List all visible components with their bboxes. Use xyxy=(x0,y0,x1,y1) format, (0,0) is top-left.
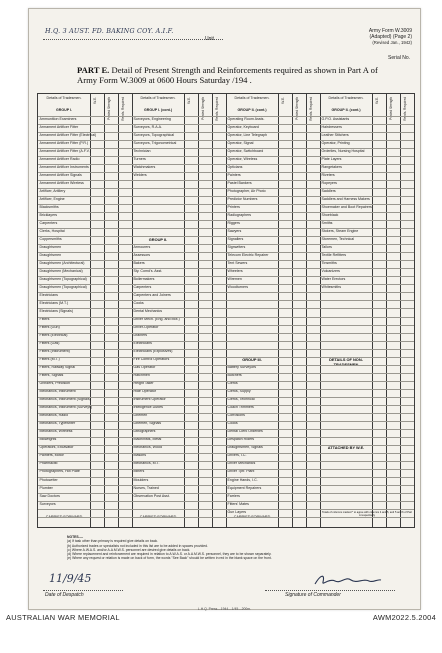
trade-label: Fitters, Railway Signal xyxy=(39,365,76,370)
trade-label: Dental Mechanics xyxy=(133,309,163,314)
row-rule xyxy=(38,252,414,253)
trade-label: Tinsmiths xyxy=(321,260,337,265)
header-details: Details of Tradesmen. xyxy=(328,96,364,100)
trade-label: Gun Layers xyxy=(227,509,247,514)
trade-label: Whitesmiths xyxy=(321,285,342,290)
trade-label: Mechanics, Typewriter xyxy=(39,421,76,426)
row-rule xyxy=(38,469,414,470)
trade-label: Storemen, Technical xyxy=(321,236,354,241)
header-posted: Posted Strength xyxy=(295,97,299,120)
trade-label: Operating Room Assts. xyxy=(227,116,265,121)
carried-forward: CARRIED FORWARD xyxy=(233,515,271,519)
note-line: (c) Where A.W.A.S. and/or A.A.M.W.S. personnel are desired give details on back. xyxy=(67,547,191,552)
trade-label: Saw Doctors xyxy=(39,493,60,498)
trade-label: Ammunition Examiners xyxy=(39,116,77,121)
despatch-line xyxy=(43,590,123,591)
trade-label: Photographers, Hot Plate xyxy=(39,469,80,474)
row-rule xyxy=(38,333,414,334)
trade-label: Wiremen xyxy=(227,277,242,281)
row-rule xyxy=(38,381,414,382)
trade-label: Orderlies, Nursing Hospital xyxy=(321,148,365,153)
col-divider xyxy=(118,94,133,527)
trade-label: Water Erectors xyxy=(321,277,346,281)
trade-label: Intelligence Duties xyxy=(133,405,163,410)
trade-label: Coach Trimmers xyxy=(227,405,254,410)
row-rule xyxy=(38,397,414,398)
trade-label: Fitters (Gun) xyxy=(39,325,60,330)
trade-label: Moulders xyxy=(133,477,149,482)
trade-label: Vulcanizers xyxy=(321,268,340,273)
header-details: Details of Tradesmen. xyxy=(140,96,176,100)
commander-signature xyxy=(311,572,385,588)
trade-label: Cooks xyxy=(133,301,144,306)
row-rule xyxy=(38,445,414,446)
trade-label: Gas Operator xyxy=(133,365,156,370)
signature-line xyxy=(265,590,395,591)
trade-label: Farriers xyxy=(227,493,240,498)
trade-label: Fitters (Instrument) xyxy=(39,349,70,354)
row-rule xyxy=(38,477,414,478)
col-divider xyxy=(306,94,321,527)
trade-label: Welders xyxy=(133,172,147,177)
trade-label: Armament Artificer Instruments xyxy=(39,164,89,169)
trade-label: Draughtsmen (Architectural) xyxy=(39,260,85,265)
header-reinf: Reinfs. Required xyxy=(121,97,125,121)
title-year: /194 . xyxy=(232,75,252,86)
row-rule xyxy=(38,517,414,518)
trade-label: Clerks xyxy=(227,381,238,386)
trade-label: Bakers xyxy=(133,260,145,265)
trade-label: Operator, Wireless xyxy=(227,156,258,161)
trade-label: Photowriter xyxy=(39,477,58,482)
trade-label: Riveters xyxy=(321,172,335,177)
carried-forward: CARRIED FORWARD xyxy=(139,515,177,519)
form-ref-line1: Army Form W.3009 xyxy=(368,28,412,34)
row-rule xyxy=(38,357,414,358)
trade-label: Fire Control Operators xyxy=(133,357,170,362)
trade-label: Nurses, Trained xyxy=(133,485,159,490)
row-rule xyxy=(38,156,414,157)
row-rule xyxy=(38,325,414,326)
row-rule xyxy=(38,413,414,414)
trade-label: Surveyors, Topographical xyxy=(133,132,174,137)
trade-label: Fitters xyxy=(39,317,50,322)
trade-label: Machinists, Metal xyxy=(133,437,162,442)
trade-label: Leather Stitchers xyxy=(321,132,349,137)
trade-label: Riggers xyxy=(227,220,240,225)
col-divider xyxy=(278,94,293,527)
trade-label: Fitters (Electrical) xyxy=(39,333,68,338)
trade-label: Drivers, I.C. xyxy=(227,453,247,458)
col-divider xyxy=(372,94,387,527)
trade-label: Grinders, Precision xyxy=(39,381,71,386)
trade-label: Driver-Operator xyxy=(133,325,159,330)
header-we: W.E. xyxy=(187,97,191,104)
note-line: (a) If task other than primary is required give details on back. xyxy=(67,539,159,544)
trade-label: Wheelers xyxy=(227,268,243,273)
trade-label: Fitters (Gas) xyxy=(39,341,60,346)
trade-label: Electricians (M.T.) xyxy=(39,301,69,306)
row-rule xyxy=(38,437,414,438)
row-rule xyxy=(38,501,414,502)
row-rule xyxy=(38,132,414,133)
header-group: GROUP II. (cont.) xyxy=(331,108,361,112)
trade-label: Mechanics, M.T. xyxy=(133,461,160,466)
trade-label: Electricians (Signals) xyxy=(39,309,74,314)
trade-label: Driver Mech. (Eng. and Mot.) xyxy=(133,317,180,322)
trade-label: Telecom Electric Repairer xyxy=(227,252,269,257)
header-group: GROUP I. (cont.) xyxy=(143,108,173,112)
trade-label: Equipment Repairers xyxy=(227,485,262,490)
trade-label: Artificer, Artillery xyxy=(39,188,66,193)
serial-label: Serial No. xyxy=(388,55,410,61)
row-rule xyxy=(38,196,414,197)
trade-label: Surveyors xyxy=(39,501,56,506)
trade-label: Stokers, Steam Engine xyxy=(321,228,359,233)
trade-label: Operator, Switchboard xyxy=(227,148,264,153)
form-sheet xyxy=(28,8,421,610)
trade-label: Ropeyers xyxy=(321,180,337,185)
trade-label: Signwriters xyxy=(227,244,246,249)
group-heading: GROUP III. xyxy=(242,357,262,363)
trade-label: Surveyors, R.A.A. xyxy=(133,124,163,129)
page-title xyxy=(77,65,397,86)
carried-forward: CARRIED FORWARD xyxy=(45,515,83,519)
trade-label: Printers xyxy=(227,204,240,209)
row-rule xyxy=(38,453,414,454)
header-posted: Posted Strength xyxy=(389,97,393,120)
notes-heading: NOTES.— xyxy=(67,535,84,539)
col-divider xyxy=(90,94,105,527)
row-rule xyxy=(38,268,414,269)
row-rule xyxy=(38,341,414,342)
carried-forward: Totals of columns marked * to agree with columns 4 and 5, and 5 and 6 of Part A respectively xyxy=(322,511,412,517)
trade-label: Hairdressers xyxy=(321,124,342,129)
trade-label: Electricians xyxy=(133,341,152,346)
trade-label: Mechanics, Instrument (Signals) xyxy=(39,397,91,402)
row-rule xyxy=(38,220,414,221)
trade-label: Surveyors, Engineering xyxy=(133,116,171,121)
trade-label: Battery Surveyors xyxy=(227,365,257,370)
note-line: (d) Where replacement and reinforcement are required in relation to A.W.A.S. or A.A.M.W.S. personnel, they are to be shown separately. xyxy=(67,552,272,557)
trade-label: Mechanics, Wireless xyxy=(39,429,73,434)
trade-label: Opticians xyxy=(227,164,243,169)
row-rule xyxy=(38,188,414,189)
header-posted: Posted Strength xyxy=(107,97,111,120)
trade-label: Mechanics, Instrument (Surveys) xyxy=(39,405,93,410)
trade-label: Draughtsmen xyxy=(39,252,62,257)
header-group: GROUP II. (cont.) xyxy=(237,108,267,112)
trade-label: Butchers xyxy=(227,373,242,378)
header-posted: Posted Strength xyxy=(201,97,205,120)
trade-label: Operator, Line Telegraph xyxy=(227,132,267,137)
row-rule xyxy=(38,509,414,510)
trade-label: Bricklayers xyxy=(39,212,58,217)
trade-label: Operator, Signal xyxy=(227,140,254,145)
row-rule xyxy=(38,140,414,141)
trade-label: Watchmakers xyxy=(133,164,156,169)
trade-label: Pharmacist xyxy=(39,461,58,466)
note-line: (b) Authorized trades or specialists not included in this list are to be added in spaces provided. xyxy=(67,543,208,548)
header-group: GROUP I. xyxy=(55,108,73,112)
row-rule xyxy=(38,244,414,245)
trade-label: Boilermakers xyxy=(133,277,155,281)
title-part: PART E. xyxy=(77,65,110,75)
trade-label: Height Taker xyxy=(133,381,154,386)
trade-label: Lithographers xyxy=(133,429,156,434)
trade-label: Artificer, Engine xyxy=(39,196,65,201)
trade-label: Mechanics, Wood xyxy=(133,445,162,450)
col-divider xyxy=(292,94,307,527)
trade-label: Shoeblack xyxy=(321,212,339,217)
trade-label: Drainers xyxy=(133,333,148,338)
trade-label: Mechanics, Radio xyxy=(39,413,69,418)
trade-label: Dental Clerk Orderlies xyxy=(227,429,263,434)
row-rule xyxy=(38,405,414,406)
row-rule xyxy=(38,300,414,301)
row-rule xyxy=(38,148,414,149)
col-divider xyxy=(184,94,199,527)
row-rule xyxy=(38,164,414,165)
col-divider xyxy=(400,94,415,527)
trade-label: Carpenters xyxy=(133,285,152,290)
signature-label: Signature of Commander xyxy=(285,592,341,598)
trade-label: Plumber xyxy=(39,485,53,490)
trade-label: Painters, Motor xyxy=(39,453,64,458)
row-rule xyxy=(38,236,414,237)
col-divider xyxy=(386,94,401,527)
print-line: L.H.Q. Press—1944—1/45—200m. xyxy=(197,607,252,611)
trade-label: Corrosions xyxy=(227,413,245,418)
form-ref-line3: (Revised Jan., 1942) xyxy=(372,40,412,46)
row-rule xyxy=(38,461,414,462)
trade-label: Tailors xyxy=(321,244,332,249)
trade-label: Armament Artificer Signals xyxy=(39,172,82,177)
trade-label: Draughtsmen (Topographical) xyxy=(39,285,87,290)
header-we: W.E. xyxy=(281,97,285,104)
trade-label: Rangetakers xyxy=(321,164,342,169)
caption-left: AUSTRALIAN WAR MEMORIAL xyxy=(6,613,120,622)
row-rule xyxy=(38,493,414,494)
trade-label: Draughtsmen (Topographical) xyxy=(39,277,87,281)
trade-label: Linemen, Signals xyxy=(133,421,162,426)
trade-label: Draughtsmen (Mechanical) xyxy=(39,268,83,273)
trade-label: Fitters' Mates xyxy=(227,501,249,506)
trade-label: Electricians xyxy=(39,293,58,298)
col-divider xyxy=(104,94,119,527)
notes xyxy=(67,535,403,561)
row-rule xyxy=(38,485,414,486)
row-rule xyxy=(38,349,414,350)
trade-label: Sty. Comd's. Asst. xyxy=(133,268,163,273)
trade-label: Driver Mechanics xyxy=(227,461,256,466)
unit-handwritten: H.Q. 3 AUST. FD. BAKING COY. A.I.F. xyxy=(45,27,174,35)
trade-label: Assessors xyxy=(133,252,151,257)
row-rule xyxy=(38,212,414,213)
row-rule xyxy=(38,172,414,173)
row-rule xyxy=(38,317,414,318)
trade-label: Predictor Numbers xyxy=(227,196,258,201)
note-line: (e) Where any request or relation is made on back of form, the words "See Back" should be written in red in the blank space on the front. xyxy=(67,556,272,561)
trade-label: Painters xyxy=(227,172,241,177)
row-rule xyxy=(38,260,414,261)
despatch-label: Date of Despatch xyxy=(45,592,84,598)
group-heading: GROUP II. xyxy=(148,236,168,242)
trade-label: Despatch Riders xyxy=(227,437,255,442)
trade-label: Cooks xyxy=(227,421,238,426)
trade-label: Pastel Bankers xyxy=(227,180,252,185)
trade-label: G.P.O. Assistants xyxy=(321,116,350,121)
col-divider xyxy=(212,94,227,527)
trade-label: Hide Operator xyxy=(133,389,157,394)
row-rule xyxy=(38,124,414,125)
row-rule xyxy=(38,421,414,422)
trade-label: Signallers xyxy=(227,236,244,241)
trade-label: Mechanics, Instrument xyxy=(39,389,76,394)
trade-label: Driver Tptr. Plant xyxy=(227,469,255,474)
trade-label: Masons xyxy=(133,453,147,458)
trade-label: Saddlers xyxy=(321,188,336,193)
row-rule xyxy=(38,429,414,430)
row-rule xyxy=(38,373,414,374)
trade-label: Instrument Operator xyxy=(133,397,166,402)
caption-right: AWM2022.5.2004 xyxy=(372,613,436,622)
row-rule xyxy=(38,276,414,277)
trade-label: Surveyors, Trigonometrical xyxy=(133,140,177,145)
trade-label: Tent Sewers xyxy=(227,260,248,265)
header-details: Details of Tradesmen. xyxy=(46,96,82,100)
trade-label: Fitters, Signals xyxy=(39,373,64,378)
row-rule xyxy=(38,389,414,390)
row-rule xyxy=(38,204,414,205)
header-reinf: Reinfs. Required xyxy=(309,97,313,121)
trade-label: Textile Refitters xyxy=(321,252,347,257)
title-text: Detail of Present Strength and Reinforcements required as shown in Part A of Army Form W.3009 at 0600 Hours Saturday xyxy=(77,65,378,86)
trade-label: Armament Artificer Fitter (Electrical) xyxy=(39,132,97,137)
row-rule xyxy=(38,365,414,366)
trade-label: Coppersmiths xyxy=(39,236,62,241)
trade-label: Electricians (Explosives) xyxy=(133,349,173,354)
row-rule xyxy=(38,228,414,229)
header-reinf: Reinfs. Required xyxy=(403,97,407,121)
trade-label: Technician xyxy=(133,148,151,153)
trade-label: Plate Layers xyxy=(321,156,342,161)
trade-label: Millwrights xyxy=(39,437,57,442)
trade-label: Shoemaker and Boot Repairers xyxy=(321,204,372,209)
unit-label: Unit xyxy=(205,36,214,42)
trade-label: Photographer, Air Photo xyxy=(227,188,266,193)
trade-label: Armament Artificer Radio xyxy=(39,156,80,161)
row-rule xyxy=(38,284,414,285)
trade-label: Carpenters xyxy=(39,220,58,225)
header-details: Details of Tradesmen. xyxy=(234,96,270,100)
trade-label: Fitters (M.T.) xyxy=(39,357,60,362)
strength-table xyxy=(37,93,415,528)
col-divider xyxy=(198,94,213,527)
trade-label: Operator, Keyboard xyxy=(227,124,259,129)
trade-label: Radiographers xyxy=(227,212,252,217)
header-reinf: Reinfs. Required xyxy=(215,97,219,121)
trade-label: Miners xyxy=(133,469,145,474)
trade-label: Observation Post Asst. xyxy=(133,493,170,498)
despatch-date: 11/9/45 xyxy=(49,572,92,585)
trade-label: Armourers xyxy=(133,244,151,249)
trade-label: Operator, Printing xyxy=(321,140,350,145)
trade-label: Clerks, Hospital xyxy=(39,228,65,233)
trade-label: Operators, Excavator xyxy=(39,445,74,450)
trade-label: Draughtsmen, Signals xyxy=(227,445,263,450)
trade-label: Armament Artificer Fitter (A.F.V.) xyxy=(39,148,91,153)
trade-label: Saddlers and Harness Makers xyxy=(321,196,370,201)
form-ref-line2: (Adapted) (Page 2) xyxy=(369,34,412,41)
header-we: W.E. xyxy=(93,97,97,104)
header-we: W.E. xyxy=(375,97,379,104)
trade-label: Clerks, Supply xyxy=(227,389,251,394)
group-heading: ATTACHED BY W.E. xyxy=(327,445,365,451)
trade-label: Turners xyxy=(133,156,146,161)
trade-label: Clerks, Technical xyxy=(227,397,255,402)
trade-label: Sawyers xyxy=(227,228,242,233)
trade-label: Draughtsmen xyxy=(39,244,62,249)
trade-label: Hatchmen xyxy=(133,373,150,378)
trade-label: Smiths xyxy=(321,220,333,225)
row-rule xyxy=(38,180,414,181)
trade-label: Armament Artificer Fitter xyxy=(39,124,79,129)
form-reference xyxy=(332,28,412,47)
row-rule xyxy=(38,308,414,309)
trade-label: Engine Hands, I.C. xyxy=(227,477,258,482)
trade-label: Armament Artificer Fitter (P.R.) xyxy=(39,140,89,145)
trade-label: Linemen xyxy=(133,413,148,418)
trade-label: Woodturners xyxy=(227,285,249,290)
group-heading: DETAILS OF NON-TRADESMEN xyxy=(329,357,363,368)
row-rule xyxy=(38,116,414,117)
trade-label: Carpenters and Joiners xyxy=(133,293,171,298)
trade-label: Armament Artificer Wireless xyxy=(39,180,84,185)
trade-label: Blacksmiths xyxy=(39,204,59,209)
row-rule xyxy=(38,292,414,293)
